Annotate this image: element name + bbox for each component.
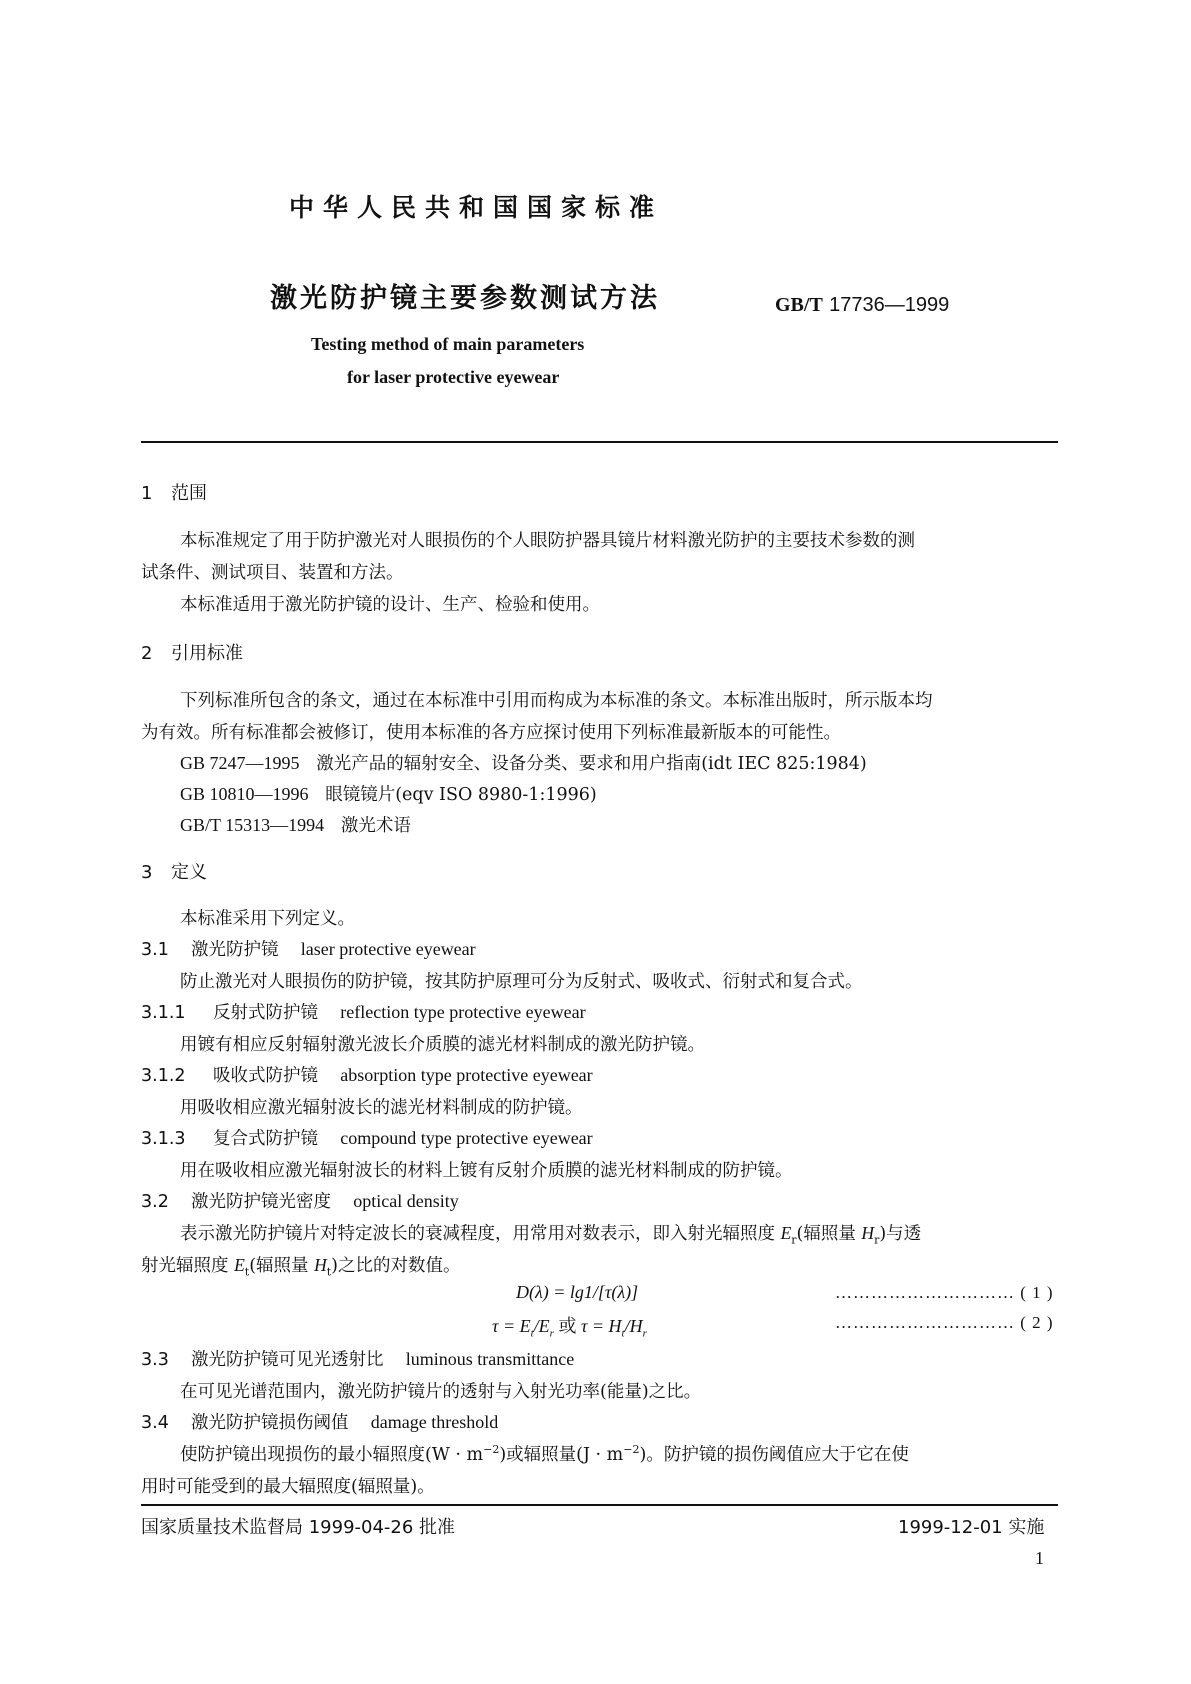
text: )与透 [879, 1224, 922, 1244]
clause-number: 3.1.2 [141, 1066, 186, 1086]
clause-number: 3.1 [141, 940, 169, 960]
term-cn: 激光防护镜损伤阈值 [191, 1413, 349, 1433]
text: (辐照量 [796, 1224, 862, 1244]
reference-code: GB 7247—1995 [180, 753, 300, 773]
symbol-H: H [861, 1223, 875, 1243]
term-cn: 吸收式防护镜 [213, 1066, 318, 1086]
text: 射光辐照度 [141, 1256, 235, 1276]
subscript-r: r [642, 1327, 647, 1340]
header-divider [141, 441, 1058, 443]
subscript-t: t [530, 1327, 534, 1340]
definition-3-2-heading [141, 1188, 459, 1213]
definition-3-1-3-body: 用在吸收相应激光辐射波长的材料上镀有反射介质膜的滤光材料制成的防护镜。 [180, 1161, 793, 1181]
text: /E [533, 1316, 550, 1336]
definition-3-1-2-heading [141, 1062, 593, 1087]
text: 使防护镜出现损伤的最小辐照度(W · m [180, 1445, 484, 1465]
section-number: 2 [141, 643, 153, 664]
reference-code: GB/T 15313—1994 [180, 815, 325, 835]
definition-3-1-body: 防止激光对人眼损伤的防护镜，按其防护原理可分为反射式、吸收式、衍射式和复合式。 [180, 972, 863, 992]
clause-number: 3.1.3 [141, 1129, 186, 1149]
reference-code: GB 10810—1996 [180, 784, 309, 804]
english-title-line-1: Testing method of main parameters [311, 334, 585, 354]
equation-1-number: ………………………… ( 1 ) [835, 1283, 1054, 1302]
section-number: 1 [141, 483, 153, 504]
text: )。防护镜的损伤阈值应大于它在使 [639, 1445, 909, 1465]
definition-3-3-body: 在可见光谱范围内，激光防护镜片的透射与入射光功率(能量)之比。 [180, 1382, 702, 1402]
standard-code [775, 292, 949, 317]
clause-number: 3.1.1 [141, 1003, 186, 1023]
text: 表示激光防护镜片对特定波长的衰减程度，用常用对数表示，即入射光辐照度 [180, 1224, 781, 1244]
text: τ = H [580, 1316, 622, 1336]
s1-paragraph-1-line-2: 试条件、测试项目、装置和方法。 [141, 563, 404, 583]
term-en: luminous transmittance [405, 1349, 575, 1369]
symbol-H: H [314, 1255, 327, 1275]
term-en: optical density [353, 1191, 459, 1211]
term-cn: 激光防护镜可见光透射比 [191, 1350, 384, 1370]
approval-statement: 国家质量技术监督局 1999-04-26 批准 [141, 1517, 456, 1538]
clause-number: 3.3 [141, 1350, 169, 1370]
symbol-E: E [234, 1255, 245, 1275]
definition-3-1-1-heading [141, 999, 586, 1024]
reference-title: 眼镜镜片(eqv ISO 8980-1:1996) [325, 785, 597, 805]
definition-3-1-3-heading [141, 1125, 593, 1150]
term-cn: 激光防护镜光密度 [191, 1192, 331, 1212]
term-cn: 激光防护镜 [191, 940, 279, 960]
definition-3-1-1-body: 用镀有相应反射辐射激光波长介质膜的滤光材料制成的激光防护镜。 [180, 1035, 705, 1055]
reference-item [180, 750, 867, 775]
term-en: reflection type protective eyewear [340, 1002, 586, 1022]
national-standard-heading: 中华人民共和国国家标准 [289, 193, 664, 222]
clause-number: 3.2 [141, 1192, 169, 1212]
reference-title: 激光术语 [340, 816, 411, 836]
term-en: laser protective eyewear [300, 939, 476, 959]
text: 或 [553, 1316, 581, 1336]
definition-3-2-body-line-2 [141, 1252, 460, 1279]
clause-number: 3.4 [141, 1413, 169, 1433]
definition-3-1-2-body: 用吸收相应激光辐射波长的滤光材料制成的防护镜。 [180, 1098, 583, 1118]
text: )之比的对数值。 [331, 1256, 461, 1276]
s2-paragraph-line-2: 为有效。所有标准都会被修订，使用本标准的各方应探讨使用下列标准最新版本的可能性。 [141, 723, 841, 743]
definition-3-1-heading [141, 936, 476, 961]
section-2-heading [141, 639, 243, 665]
standard-number: 17736—1999 [829, 294, 950, 316]
definition-3-3-heading [141, 1346, 574, 1371]
s2-paragraph-line-1: 下列标准所包含的条文，通过在本标准中引用而构成为本标准的条文。本标准出版时，所示版本均 [180, 691, 933, 711]
term-en: damage threshold [370, 1412, 499, 1432]
equation-2 [492, 1312, 647, 1340]
definition-3-4-heading [141, 1409, 498, 1434]
section-1-heading [141, 479, 207, 505]
subscript-r: r [874, 1233, 880, 1247]
term-en: absorption type protective eyewear [340, 1065, 593, 1085]
exponent: −2 [623, 1443, 640, 1457]
text: )或辐照量(J · m [499, 1445, 624, 1465]
text: τ = E [492, 1316, 531, 1336]
standard-prefix: GB/T [775, 294, 823, 316]
footer-divider [141, 1504, 1058, 1506]
exponent: −2 [483, 1443, 500, 1457]
s1-paragraph-1-line-1: 本标准规定了用于防护激光对人眼损伤的个人眼防护器具镜片材料激光防护的主要技术参数的测 [180, 531, 915, 551]
subscript-t: t [621, 1327, 625, 1340]
section-title: 范围 [171, 483, 207, 504]
definition-3-4-body-line-2: 用时可能受到的最大辐照度(辐照量)。 [141, 1477, 435, 1497]
symbol-E: E [780, 1223, 792, 1243]
section-title: 引用标准 [171, 643, 243, 664]
effective-date: 1999-12-01 实施 [898, 1517, 1045, 1538]
term-en: compound type protective eyewear [340, 1128, 593, 1148]
section-title: 定义 [171, 862, 207, 883]
section-number: 3 [141, 862, 153, 883]
reference-title: 激光产品的辐射安全、设备分类、要求和用户指南(idt IEC 825:1984) [316, 754, 867, 774]
subscript-r: r [549, 1327, 554, 1340]
subscript-t: t [244, 1265, 250, 1279]
s1-paragraph-2: 本标准适用于激光防护镜的设计、生产、检验和使用。 [180, 595, 600, 615]
document-title: 激光防护镜主要参数测试方法 [270, 283, 660, 314]
page-number: 1 [1035, 1548, 1044, 1568]
term-cn: 复合式防护镜 [213, 1129, 318, 1149]
subscript-t: t [326, 1265, 332, 1279]
english-title-line-2: for laser protective eyewear [347, 367, 560, 387]
reference-item [180, 812, 411, 837]
definition-3-4-body-line-1 [180, 1441, 909, 1466]
text: (辐照量 [249, 1256, 315, 1276]
reference-item [180, 781, 597, 806]
equation-1: D(λ) = lg1/[τ(λ)] [516, 1282, 639, 1302]
subscript-r: r [791, 1233, 797, 1247]
equation-2-number: ………………………… ( 2 ) [835, 1313, 1054, 1332]
s3-intro: 本标准采用下列定义。 [180, 909, 355, 929]
section-3-heading [141, 858, 207, 884]
term-cn: 反射式防护镜 [213, 1003, 318, 1023]
text: /H [624, 1316, 643, 1336]
definition-3-2-body-line-1 [180, 1220, 921, 1247]
